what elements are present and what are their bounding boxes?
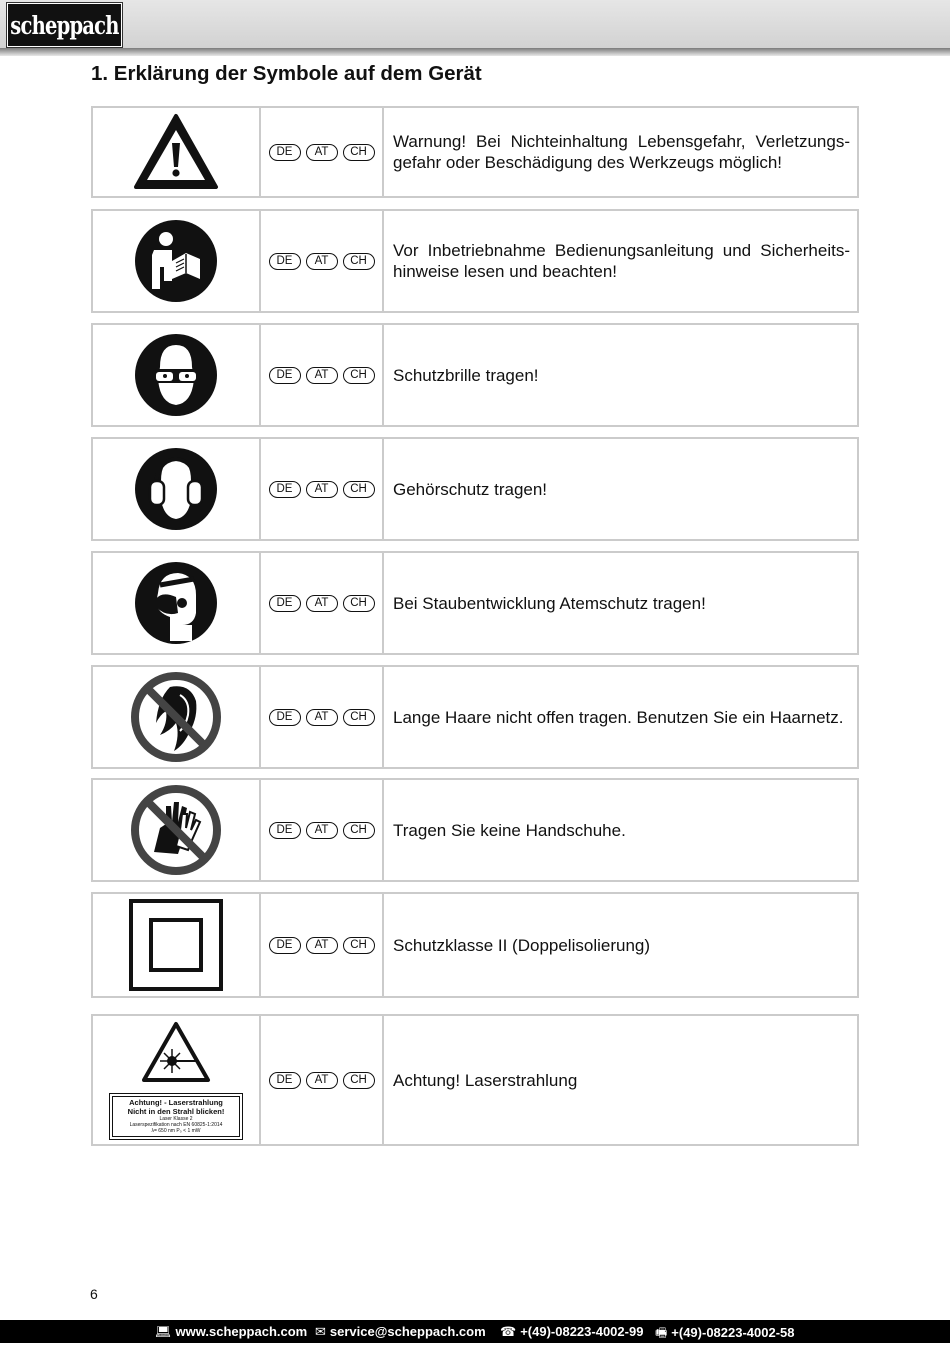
- country-code-at: AT: [306, 595, 338, 612]
- symbol-row: [91, 892, 859, 998]
- footer-website[interactable]: 💻︎ www.scheppach.com: [155, 1324, 308, 1339]
- description-cell: [382, 665, 859, 769]
- country-code-de: DE: [269, 367, 301, 384]
- page-number: 6: [90, 1286, 98, 1302]
- symbol-cell: [91, 778, 261, 882]
- country-code-at: AT: [306, 937, 338, 954]
- respirator-icon: [134, 561, 218, 645]
- no-gloves-icon: [130, 784, 222, 876]
- symbol-row: [91, 323, 859, 427]
- page-title: 1. Erklärung der Symbole auf dem Gerät: [91, 62, 482, 85]
- description-cell: [382, 437, 859, 541]
- protection-class-ii-icon: [129, 899, 223, 991]
- header-bar: [0, 0, 950, 48]
- country-code-ch: CH: [343, 367, 375, 384]
- symbol-description: Bei Staubentwicklung Atemschutz tragen!: [393, 593, 706, 613]
- country-code-at: AT: [306, 1072, 338, 1089]
- symbol-description: Tragen Sie keine Handschuhe.: [393, 820, 626, 840]
- country-codes: [259, 892, 384, 998]
- description-cell: [382, 323, 859, 427]
- country-code-de: DE: [269, 937, 301, 954]
- country-code-de: DE: [269, 144, 301, 161]
- country-code-de: DE: [269, 481, 301, 498]
- safety-goggles-icon: [134, 333, 218, 417]
- country-code-ch: CH: [343, 822, 375, 839]
- symbol-cell: [91, 665, 261, 769]
- country-codes: [259, 437, 384, 541]
- symbol-description: Schutzklasse II (Doppelisolierung): [393, 935, 651, 955]
- header-shadow: [0, 48, 950, 56]
- footer-fax: 🖷 +(49)-08223-4002-58: [655, 1325, 795, 1340]
- country-codes: [259, 106, 384, 198]
- country-code-ch: CH: [343, 253, 375, 270]
- no-loose-hair-icon: [130, 671, 222, 763]
- symbol-row: [91, 1014, 859, 1146]
- country-codes: [259, 1014, 384, 1146]
- country-code-at: AT: [306, 144, 338, 161]
- symbol-description: Achtung! Laserstrahlung: [393, 1070, 578, 1090]
- description-cell: [382, 892, 859, 998]
- footer-bar: [0, 1320, 950, 1343]
- country-code-at: AT: [306, 481, 338, 498]
- symbol-row: [91, 437, 859, 541]
- mail-icon: ✉: [315, 1324, 326, 1339]
- laser-warning-icon: [141, 1021, 211, 1083]
- country-code-at: AT: [306, 709, 338, 726]
- country-code-ch: CH: [343, 709, 375, 726]
- symbol-cell: [91, 551, 261, 655]
- country-code-de: DE: [269, 1072, 301, 1089]
- symbol-row: [91, 106, 859, 198]
- symbol-description: Gehörschutz tragen!: [393, 479, 548, 499]
- description-cell: [382, 551, 859, 655]
- symbol-cell: [91, 209, 261, 313]
- country-codes: [259, 778, 384, 882]
- symbol-row: [91, 551, 859, 655]
- symbol-description: Lange Haare nicht offen tragen. Benutzen Sie ein Haarnetz.: [393, 707, 844, 727]
- fax-icon: 🖷: [655, 1325, 668, 1340]
- country-code-ch: CH: [343, 595, 375, 612]
- country-codes: [259, 323, 384, 427]
- country-codes: [259, 665, 384, 769]
- symbol-cell: [91, 437, 261, 541]
- description-cell: [382, 778, 859, 882]
- laser-class-label: Achtung! - Laserstrahlung Nicht in den Strahl blicken! Laser Klasse 2 Laserspezifikation nach EN 60825-1:2014 λ= 650 nm P₀ < 1 mW: [109, 1093, 243, 1140]
- description-cell: [382, 209, 859, 313]
- description-cell: [382, 106, 859, 198]
- country-code-ch: CH: [343, 144, 375, 161]
- phone-icon: ☎: [500, 1324, 517, 1339]
- symbol-cell: [91, 892, 261, 998]
- country-code-de: DE: [269, 822, 301, 839]
- country-code-de: DE: [269, 595, 301, 612]
- country-codes: [259, 551, 384, 655]
- symbol-cell: [91, 323, 261, 427]
- computer-icon: 💻︎: [155, 1324, 172, 1339]
- country-code-at: AT: [306, 367, 338, 384]
- footer-phone: ☎ +(49)-08223-4002-99: [500, 1324, 644, 1339]
- symbol-description: Schutzbrille tragen!: [393, 365, 539, 385]
- symbol-cell: [91, 1014, 261, 1146]
- symbol-row: [91, 778, 859, 882]
- symbol-cell: [91, 106, 261, 198]
- symbol-description: Vor Inbetriebnahme Bedienungsanleitung und Sicherheits-hinweise lesen und beachten!: [393, 241, 850, 281]
- footer-email[interactable]: ✉ service@scheppach.com: [315, 1324, 486, 1339]
- country-code-at: AT: [306, 822, 338, 839]
- symbol-row: [91, 665, 859, 769]
- country-code-at: AT: [306, 253, 338, 270]
- country-code-ch: CH: [343, 937, 375, 954]
- country-codes: [259, 209, 384, 313]
- country-code-de: DE: [269, 253, 301, 270]
- country-code-ch: CH: [343, 481, 375, 498]
- symbol-description: Warnung! Bei Nichteinhaltung Lebensgefahr, Verletzungs-gefahr oder Beschädigung des Werkzeugs möglich!: [393, 132, 850, 172]
- symbol-row: [91, 209, 859, 313]
- read-manual-icon: [134, 219, 218, 303]
- description-cell: [382, 1014, 859, 1146]
- country-code-ch: CH: [343, 1072, 375, 1089]
- scheppach-logo: scheppach: [7, 3, 122, 47]
- country-code-de: DE: [269, 709, 301, 726]
- warning-triangle-icon: [133, 113, 219, 191]
- ear-protection-icon: [134, 447, 218, 531]
